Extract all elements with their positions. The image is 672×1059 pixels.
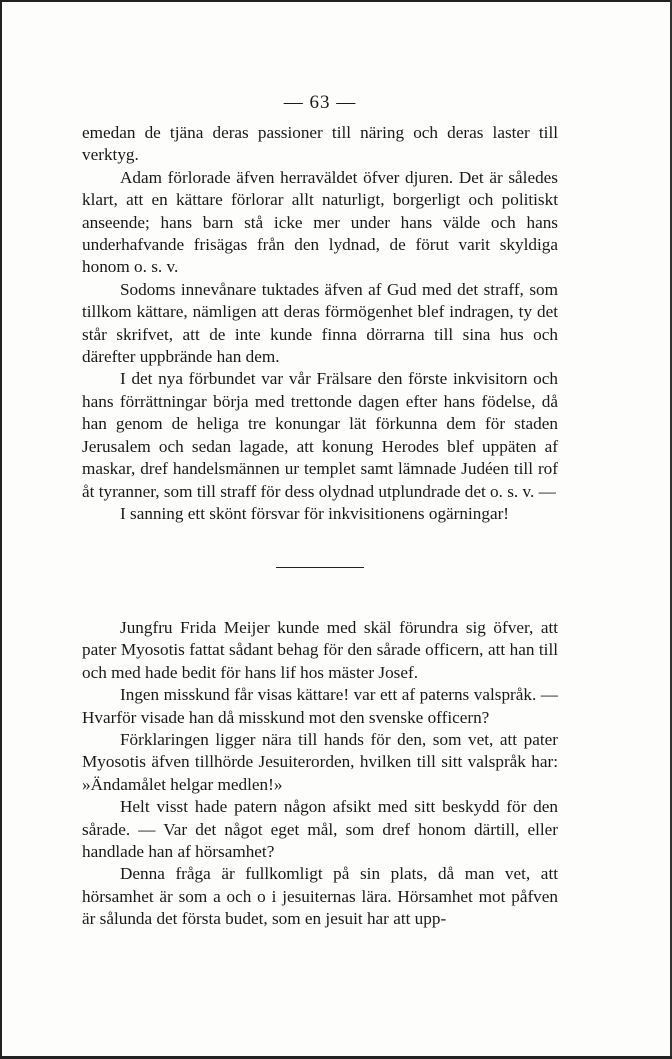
paragraph-defense: I sanning ett skönt försvar för inkvisitionens ogärningar! xyxy=(120,503,510,523)
paragraph-continuation: emedan de tjäna deras passioner till näring och deras laster till verktyg. xyxy=(82,123,558,165)
paragraph-adam: Adam förlorade äfven herraväldet öfver djuren. Det är således klart, att en kättare förlorar allt naturligt, borgerligt och politiskt anseende; hans barn stå icke mer under hans välde och hans underhafvande frisägas från den lydnad, de förut varit skyldiga honom o. s. v. xyxy=(82,167,558,277)
section-separator-line xyxy=(276,567,364,568)
text-section-2 xyxy=(82,617,558,931)
page-number: — 63 — xyxy=(283,92,357,113)
paragraph-explanation: Förklaringen ligger nära till hands för den, som vet, att pater Myosotis äfven tillhörde Jesuiterorden, hvilken till sitt valspråk har: »Ändamålet helgar medlen!» xyxy=(82,730,558,794)
paragraph-new-covenant: I det nya förbundet var vår Frälsare den förste inkvisitorn och hans förrättningar börja med trettonde dagen efter hans födelse, då han genom de heliga tre konungar lät förkunna dem för staden Jerusalem och sedan lagade, att konung Herodes blef uppäten af maskar, dref handelsmännen ur templet samt lämnade Judéen till rof åt tyranner, som till straff för dess olydnad utplundrade det o. s. v. — xyxy=(82,369,558,501)
paragraph-frida: Jungfru Frida Meijer kunde med skäl förundra sig öfver, att pater Myosotis fattat sådant behag för den sårade officern, att han till och med hade bedit för hans lif hos mäster Josef. xyxy=(82,618,558,682)
paragraph-sodom: Sodoms innevånare tuktades äfven af Gud med det straff, som tillkom kättare, nämligen att deras förmögenhet blef indragen, ty det står skrifvet, att de inte kunde finna dörrarna till sina hus och därefter uppbrände han dem. xyxy=(82,279,558,367)
paragraph-intent: Helt visst hade patern någon afsikt med sitt beskydd för den sårade. — Var det något eget mål, som dref honom därtill, eller handlade han af hörsamhet? xyxy=(82,797,558,862)
scan-edge-left xyxy=(0,0,2,1059)
paragraph-obedience: Denna fråga är fullkomligt på sin plats, då man vet, att hörsamhet är som a och o i jesuiternas lära. Hörsamhet mot påfven är sålunda det första budet, som en jesuit har att upp- xyxy=(82,864,558,929)
text-section-1 xyxy=(82,122,558,525)
paragraph-no-mercy: Ingen misskund får visas kättare! var ett af paterns valspråk. — Hvarför visade han då misskund mot den svenske officern? xyxy=(82,685,558,727)
scan-edge-top xyxy=(0,0,672,2)
